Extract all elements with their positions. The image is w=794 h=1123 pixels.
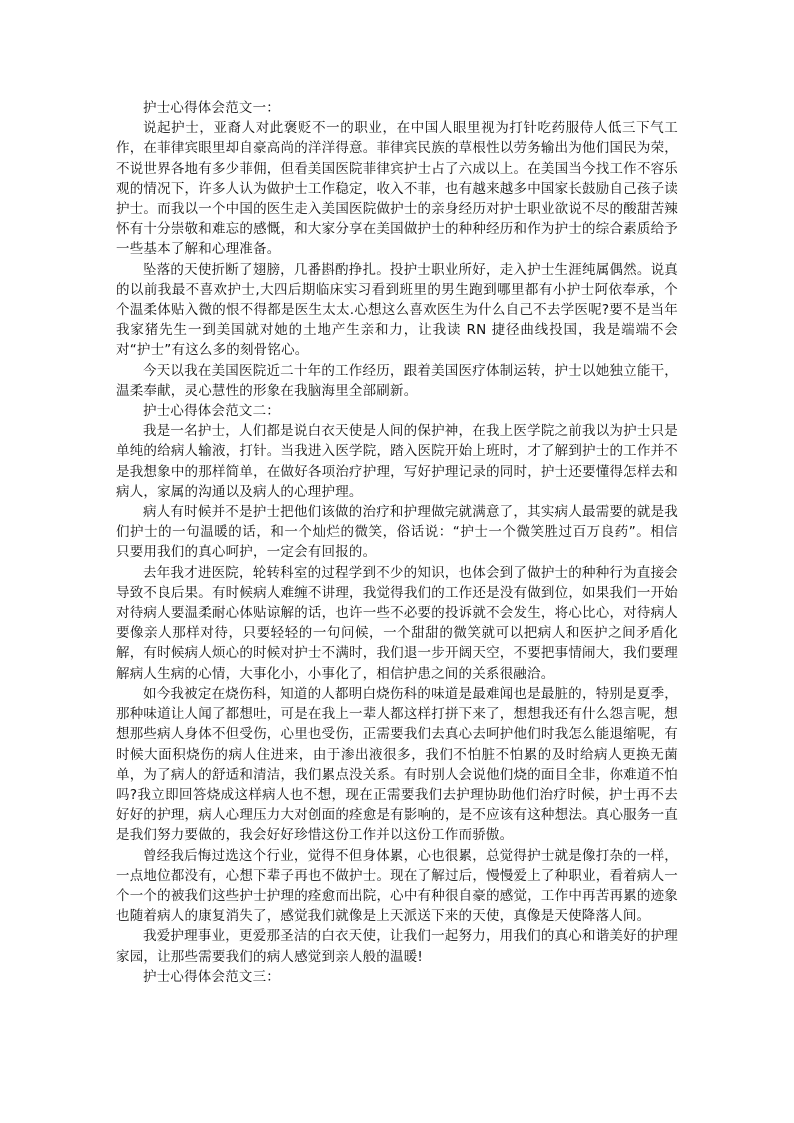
section-2-paragraph: 病人有时候并不是护士把他们该做的治疗和护理做完就满意了，其实病人最需要的就是我们护士的一句温暖的话，和一个灿烂的微笑，俗话说：“护士一个微笑胜过百万良药”。相信只要用我们的真心呵护，一定会有回报的。	[116, 504, 678, 561]
document-page	[116, 98, 678, 987]
section-2-paragraph: 曾经我后悔过选这个行业，觉得不但身体累，心也很累，总觉得护士就是像打杂的一样，一点地位都没有，心想下辈子再也不做护士。现在了解过后，慢慢爱上了种职业，看着病人一个一个的被我们这些护士护理的痊愈而出院，心中有种很自豪的感觉，工作中再苦再累的迹象也随着病人的康复消失了，感觉我们就像是上天派送下来的天使，真像是天使降落人间。	[116, 847, 678, 925]
section-1-paragraph: 今天以我在美国医院近二十年的工作经历，跟着美国医疗体制运转，护士以她独立能干，温柔奉献，灵心慧性的形象在我脑海里全部刷新。	[116, 362, 678, 399]
section-3-heading: 护士心得体会范文三：	[143, 968, 280, 985]
section-1-heading: 护士心得体会范文一：	[143, 100, 280, 116]
section-2-paragraph: 我是一名护士，人们都是说白衣天使是人间的保护神，在我上医学院之前我以为护士只是单纯的给病人输液，打针。当我进入医学院，踏入医院开始上班时，才了解到护士的工作并不是我想象中的那样简单，在做好各项治疗护理，写好护理记录的同时，护士还要懂得怎样去和病人，家属的沟通以及病人的心理护理。	[116, 423, 678, 500]
section-2-paragraph: 我爱护理事业，更爱那圣洁的白衣天使，让我们一起努力，用我们的真心和谐美好的护理家园，让那些需要我们的病人感觉到亲人般的温暖!	[116, 928, 678, 965]
section-2-paragraph: 如今我被定在烧伤科，知道的人都明白烧伤科的味道是最难闻也是最脏的，特别是夏季，那种味道让人闻了都想吐，可是在我上一辈人都这样打拼下来了，想想我还有什么怨言呢，想想那些病人身体不但受伤，心里也受伤，正需要我们去真心去呵护他们时我怎么能退缩呢，有时候大面积烧伤的病人住进来，由于渗出液很多，我们不怕脏不怕累的及时给病人更换无菌单，为了病人的舒适和清洁，我们累点没关系。有时别人会说他们烧的面目全非，你难道不怕吗?我立即回答烧成这样病人也不想，现在正需要我们去护理协助他们治疗时候，护士再不去好好的护理，病人心理压力大对创面的痊愈是有影响的，是不应该有这种想法。真心服务一直是我们努力要做的，我会好好珍惜这份工作并以这份工作而骄傲。	[116, 685, 678, 844]
section-2-heading: 护士心得体会范文二：	[143, 403, 280, 420]
section-1-paragraph: 说起护士，亚裔人对此褒贬不一的职业，在中国人眼里视为打针吃药服侍人低三下气工作，在菲律宾眼里却自豪高尚的洋洋得意。菲律宾民族的草根性以劳务输出为他们国民为荣，不说世界各地有多少菲佣，但看美国医院菲律宾护士占了六成以上。在美国当今找工作不容乐观的情况下，许多人认为做护士工作稳定，收入不菲，也有越来越多中国家长鼓励自己孩子读护士。而我以一个中国的医生走入美国医院做护士的亲身经历对护士职业欲说不尽的酸甜苦辣怀有十分崇敬和难忘的感慨，和大家分享在美国做护士的种种经历和作为护士的综合素质给予一些基本了解和心理准备。	[116, 120, 678, 258]
section-1-paragraph: 坠落的天使折断了翅膀，几番斟酌挣扎。投护士职业所好，走入护士生涯纯属偶然。说真的以前我最不喜欢护士,大四后期临床实习看到班里的男生跑到哪里都有小护士阿依奉承，个个温柔体贴入微的恨不得都是医生太太.心想这么喜欢医生为什么自己不去学医呢?要不是当年我家猪先生一到美国就对她的土地产生亲和力，让我读 RN 捷径曲线投国，我是端端不会对“护士”有这么多的刻骨铭心。	[116, 261, 678, 359]
section-2-paragraph: 去年我才进医院，轮转科室的过程学到不少的知识，也体会到了做护士的种种行为直接会导致不良后果。有时候病人难缠不讲理，我觉得我们的工作还是没有做到位，如果我们一开始对待病人要温柔耐心体贴谅解的话，也许一些不必要的投诉就不会发生，将心比心，对待病人要像亲人那样对待，只要轻轻的一句问候，一个甜甜的微笑就可以把病人和医护之间矛盾化解，有时候病人烦心的时候对护士不满时，我们退一步开阔天空，不要把事情闹大，我们要理解病人生病的心情，大事化小，小事化了，相信护患之间的关系很融洽。	[116, 564, 678, 682]
